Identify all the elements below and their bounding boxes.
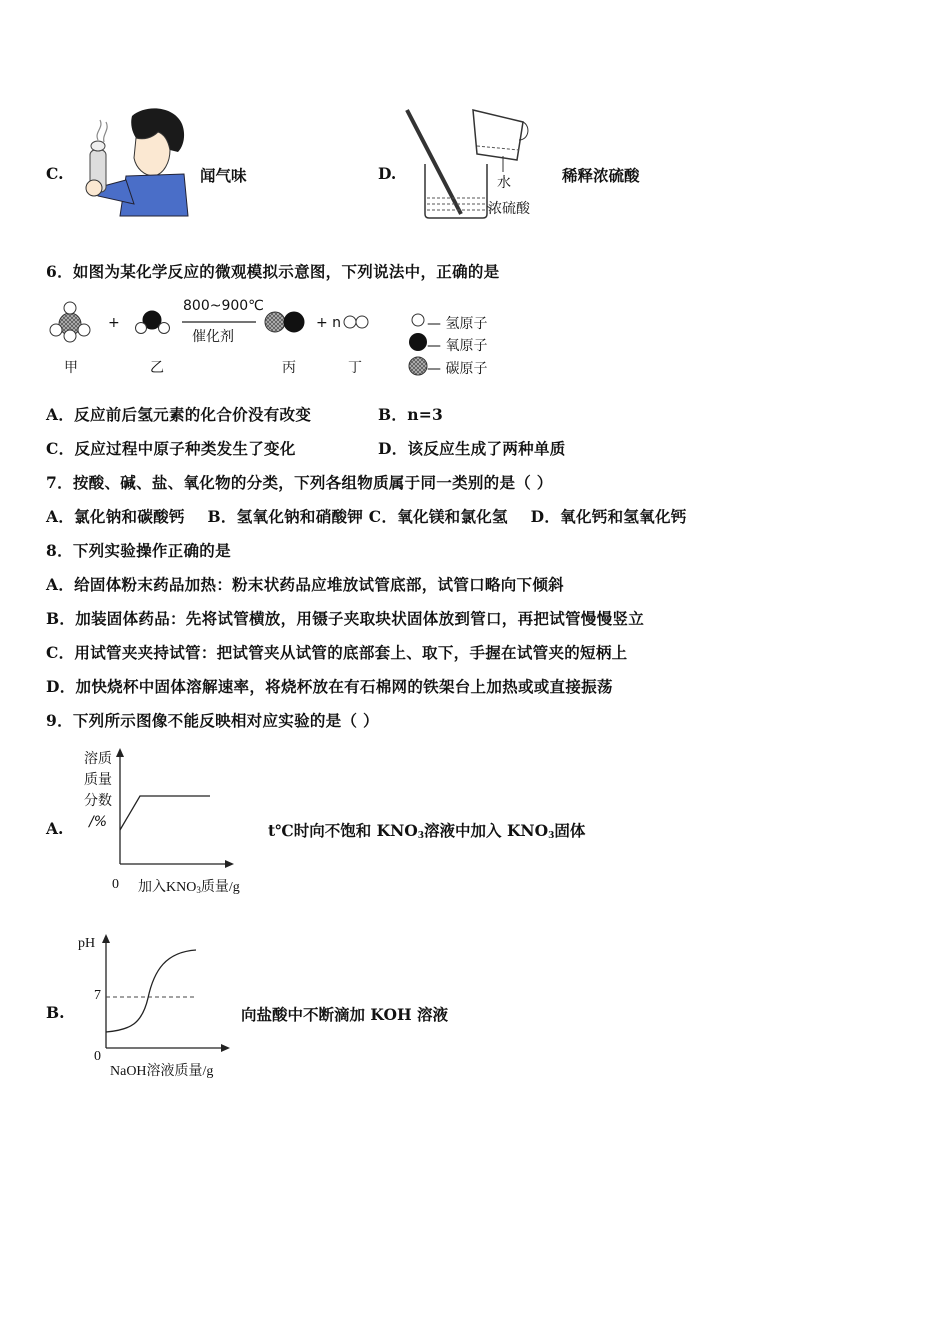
graph-a-letter: A. xyxy=(46,819,64,838)
q8-stem: 8．下列实验操作正确的是 xyxy=(46,541,231,560)
graph-b-description: 向盐酸中不断滴加 KOH 溶液 xyxy=(241,1005,448,1024)
graph-a-xlabel: 加入$KNO_3$质量/g xyxy=(138,880,240,895)
graph-a-axes xyxy=(112,748,234,870)
q6-condition-top: 800~900℃ xyxy=(183,298,264,314)
graph-b-ylabel: pH xyxy=(78,936,96,951)
q6-name-yi: 乙 xyxy=(150,360,164,376)
graph-b-curve xyxy=(106,950,196,1032)
q6-stem: 6．如图为某化学反应的微观模拟示意图，下列说法中，正确的是 xyxy=(46,262,500,281)
q6-plus-1: + xyxy=(108,315,120,331)
q9-stem: 9．下列所示图像不能反映相对应实验的是（ ） xyxy=(46,711,379,730)
q6-name-bing: 丙 xyxy=(282,360,296,376)
label-conc-acid: 浓硫酸 xyxy=(488,201,530,217)
q6-condition-bottom: 催化剂 xyxy=(192,329,234,345)
option-d-text: 稀释浓硫酸 xyxy=(562,166,640,185)
q6-option-d: D．该反应生成了两种单质 xyxy=(378,439,566,458)
q7-options: A．氯化钠和碳酸钙 B．氢氧化钠和硝酸钾 C．氧化镁和氯化氢 D．氧化钙和氢氧化钙 xyxy=(46,507,687,526)
graph-a-origin: 0 xyxy=(112,877,119,892)
q8-option-b: B．加装固体药品：先将试管横放，用镊子夹取块状固体放到管口，再把试管慢慢竖立 xyxy=(46,609,645,628)
option-d-letter: D. xyxy=(378,164,397,183)
legend-hydrogen: — 氢原子 xyxy=(427,316,488,332)
q6-option-a: A．反应前后氢元素的化合价没有改变 xyxy=(46,405,312,424)
graph-b-origin: 0 xyxy=(94,1049,101,1064)
dilute-acid-illustration xyxy=(405,106,555,222)
q6-option-b: B．n=3 xyxy=(378,405,444,424)
q7-stem: 7．按酸、碱、盐、氧化物的分类，下列各组物质属于同一类别的是（ ） xyxy=(46,473,553,492)
legend-carbon: — 碳原子 xyxy=(427,361,488,377)
graph-b-xlabel: NaOH溶液质量/g xyxy=(110,1064,214,1079)
option-c-letter: C. xyxy=(46,164,64,183)
q6-name-ding: 丁 xyxy=(348,360,362,376)
graph-a-curve xyxy=(120,796,210,830)
q6-name-jia: 甲 xyxy=(64,360,78,376)
q6-option-c: C．反应过程中原子种类发生了变化 xyxy=(46,439,296,458)
q6-plus-n: + n xyxy=(316,315,342,331)
graph-b-axes xyxy=(100,934,230,1054)
smelling-person-illustration xyxy=(74,104,194,216)
q8-option-d: D．加快烧杯中固体溶解速率，将烧杯放在有石棉网的铁架台上加热或或直接振荡 xyxy=(46,677,613,696)
graph-b-tick-7: 7 xyxy=(94,988,101,1003)
q8-option-c: C．用试管夹夹持试管：把试管夹从试管的底部套上、取下，手握在试管夹的短柄上 xyxy=(46,643,628,662)
graph-a-description: t℃时向不饱和 $KNO_3$溶液中加入 $KNO_3$固体 xyxy=(268,821,586,841)
q8-option-a: A．给固体粉末药品加热：粉末状药品应堆放试管底部，试管口略向下倾斜 xyxy=(46,575,564,594)
graph-a-ylabel: 溶质 质量 分数 /% xyxy=(84,751,112,830)
label-water: 水 xyxy=(497,175,511,191)
graph-b-letter: B. xyxy=(46,1003,65,1022)
option-c-text: 闻气味 xyxy=(200,166,247,185)
legend-oxygen: — 氧原子 xyxy=(427,338,488,354)
